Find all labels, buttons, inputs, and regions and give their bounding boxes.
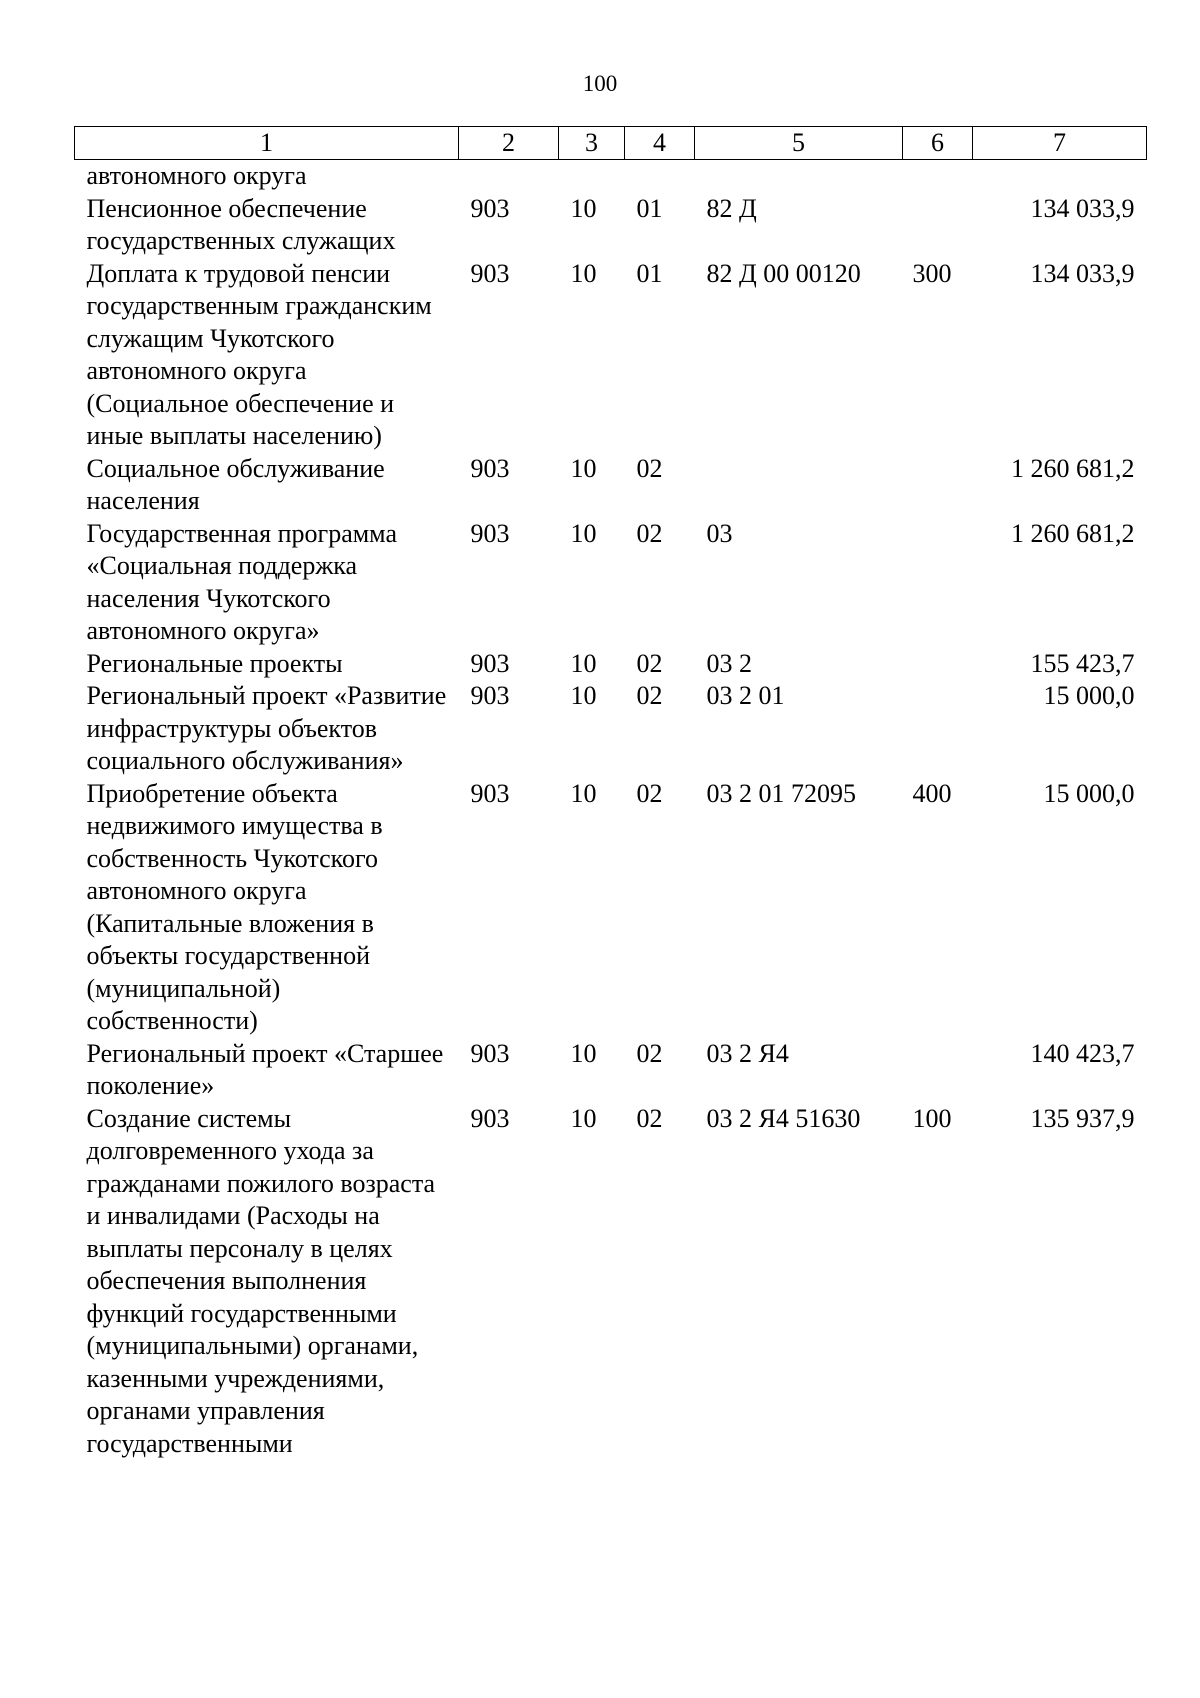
row-name: Доплата к трудовой пенсии государственным гражданским служащим Чукотского автономного округа (Социальное обеспечение и иные выплаты населению) <box>86 258 432 450</box>
row-name: Государственная программа «Социальная поддержка населения Чукотского автономного округа» <box>86 518 398 645</box>
row-code-6 <box>903 453 973 518</box>
row-code-4: 02 <box>636 518 663 548</box>
row-code-6: 100 <box>912 1103 952 1133</box>
header-cell-5: 5 <box>695 127 903 160</box>
row-code-5: 03 2 Я4 51630 <box>706 1103 861 1133</box>
row-code-5: 03 2 01 72095 <box>706 778 856 808</box>
row-code-3 <box>559 160 625 193</box>
row-code-6: 300 <box>912 258 952 288</box>
row-amount: 15 000,0 <box>1043 778 1135 808</box>
table-row <box>75 680 1147 778</box>
header-cell-2: 2 <box>459 127 559 160</box>
row-code-2: 903 <box>470 1038 510 1068</box>
table-row <box>75 648 1147 681</box>
header-row <box>75 127 1147 160</box>
row-code-4: 02 <box>636 648 663 678</box>
row-name: Социальное обслуживание населения <box>86 453 385 515</box>
row-code-2: 903 <box>470 1103 510 1133</box>
row-code-6 <box>903 680 973 778</box>
table-row <box>75 518 1147 648</box>
row-code-6 <box>903 518 973 648</box>
table-row <box>75 258 1147 453</box>
row-code-4: 02 <box>636 453 663 483</box>
row-name: Региональный проект «Развитие инфраструктуры объектов социального обслуживания» <box>86 681 447 775</box>
table-row <box>75 1103 1147 1461</box>
row-code-4: 02 <box>636 778 663 808</box>
row-name: Создание системы долговременного ухода за гражданами пожилого возраста и инвалидами (Расходы на выплаты персоналу в целях обеспечения выполнения функций государственными (муниципальными) органами, казенными учреждениями, органами управления государственными <box>86 1103 436 1458</box>
header-cell-6: 6 <box>903 127 973 160</box>
budget-table <box>74 126 1147 1460</box>
row-code-3: 10 <box>570 258 597 288</box>
table-row <box>75 160 1147 193</box>
row-code-3: 10 <box>570 778 597 808</box>
row-amount <box>973 160 1147 193</box>
header-cell-4: 4 <box>625 127 695 160</box>
row-code-5: 82 Д 00 00120 <box>706 258 861 288</box>
table-row <box>75 193 1147 258</box>
row-code-4: 02 <box>636 1103 663 1133</box>
row-amount: 140 423,7 <box>1030 1038 1135 1068</box>
row-code-2: 903 <box>470 681 510 710</box>
header-cell-1: 1 <box>75 127 459 160</box>
table-row <box>75 1038 1147 1103</box>
row-name: Региональный проект «Старшее поколение» <box>86 1038 444 1100</box>
row-code-2: 903 <box>470 518 510 548</box>
page-number: 100 <box>582 71 618 96</box>
row-code-3: 10 <box>570 193 597 223</box>
row-code-5: 03 2 01 <box>706 681 785 710</box>
row-name: Пенсионное обеспечение государственных служащих <box>86 193 396 255</box>
row-code-2: 903 <box>470 258 510 288</box>
row-amount: 155 423,7 <box>1030 648 1135 678</box>
row-code-6 <box>903 648 973 681</box>
row-code-4 <box>625 160 695 193</box>
row-code-2: 903 <box>470 778 510 808</box>
header-cell-7: 7 <box>973 127 1147 160</box>
table-row <box>75 778 1147 1038</box>
row-code-4: 01 <box>636 258 663 288</box>
row-code-2 <box>459 160 559 193</box>
row-code-5: 03 <box>706 518 733 548</box>
row-code-4: 01 <box>636 193 663 223</box>
row-name: автономного округа <box>86 161 307 190</box>
row-name: Региональные проекты <box>86 648 343 678</box>
row-code-3: 10 <box>570 648 597 678</box>
row-code-4: 02 <box>636 681 663 710</box>
row-code-3: 10 <box>570 518 597 548</box>
row-code-5 <box>695 160 903 193</box>
row-amount: 1 260 681,2 <box>1011 453 1135 483</box>
row-name: Приобретение объекта недвижимого имущества в собственность Чукотского автономного округа (Капитальные вложения в объекты государственной (муниципальной) собственности) <box>86 778 383 1035</box>
row-amount: 135 937,9 <box>1030 1103 1135 1133</box>
row-amount: 134 033,9 <box>1030 193 1135 223</box>
row-code-6 <box>903 1038 973 1103</box>
row-code-6 <box>903 160 973 193</box>
row-code-2: 903 <box>470 193 510 223</box>
row-amount: 15 000,0 <box>1043 681 1135 710</box>
header-cell-3: 3 <box>559 127 625 160</box>
row-code-6: 400 <box>912 778 952 808</box>
row-code-5: 03 2 Я4 <box>706 1038 789 1068</box>
row-code-2: 903 <box>470 453 510 483</box>
row-amount: 134 033,9 <box>1030 258 1135 288</box>
row-code-5 <box>695 453 903 518</box>
row-code-5: 03 2 <box>706 648 752 678</box>
row-code-3: 10 <box>570 453 597 483</box>
row-amount: 1 260 681,2 <box>1011 518 1135 548</box>
table-row <box>75 453 1147 518</box>
row-code-3: 10 <box>570 681 597 710</box>
row-code-2: 903 <box>470 648 510 678</box>
row-code-4: 02 <box>636 1038 663 1068</box>
row-code-6 <box>903 193 973 258</box>
row-code-3: 10 <box>570 1103 597 1133</box>
row-code-3: 10 <box>570 1038 597 1068</box>
row-code-5: 82 Д <box>706 193 757 223</box>
